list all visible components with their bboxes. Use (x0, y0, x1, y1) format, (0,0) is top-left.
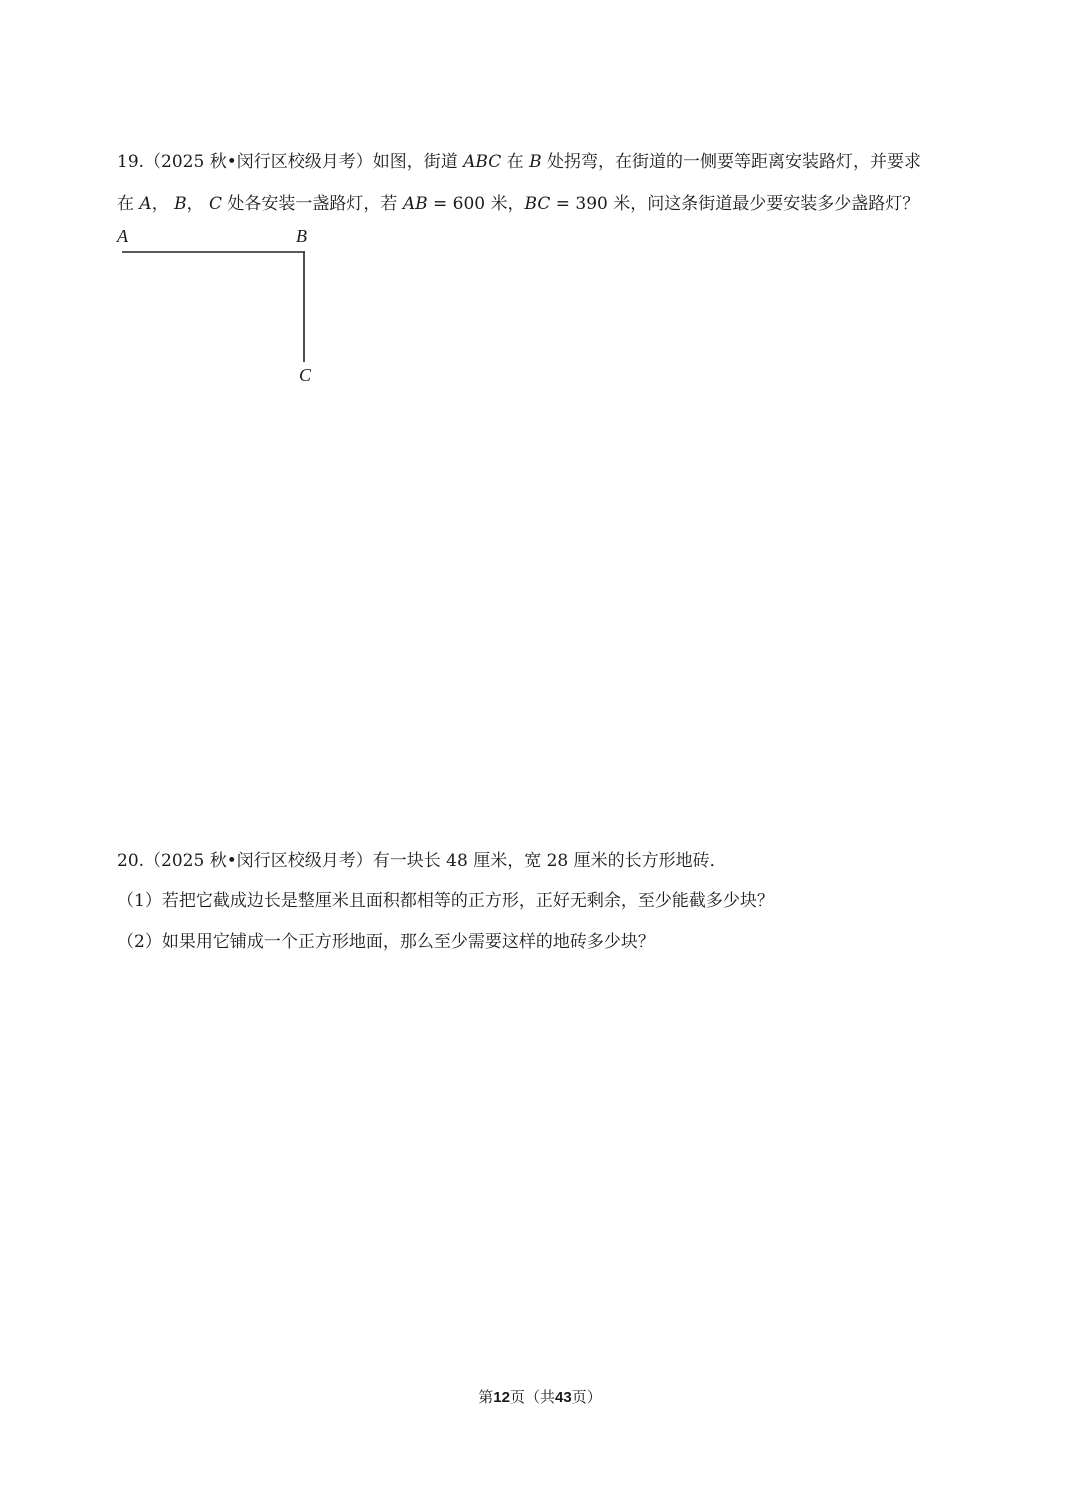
q19-number: 19 (117, 152, 139, 172)
segment-bc: BC (524, 194, 551, 214)
q19-line-2: 在 A， B， C 处各安装一盏路灯，若 AB = 600 米，BC = 390 米，问这条街道最少要安装多少盏路灯？ (117, 194, 920, 214)
q20-line-1: 20.（2025 秋•闵行区校级月考）有一块长 48 厘米，宽 28 厘米的长方形地砖． (117, 851, 727, 871)
page-total: 43 (555, 1389, 572, 1406)
q20-source: （2025 秋•闵行区校级月考） (144, 851, 373, 871)
ab-value: = 600 米， (427, 194, 525, 214)
diagram-label-b: B (296, 226, 307, 246)
page-footer: 第12页（共43页） (478, 1388, 602, 1406)
q20-part-1: （1）若把它截成边长是整厘米且面积都相等的正方形，正好无剩余，至少能截多少块？ (117, 891, 774, 911)
street-diagram-svg (110, 222, 330, 392)
segment-abc: ABC (463, 152, 502, 172)
q20-number: 20 (117, 851, 139, 871)
q20-part-2: （2）如果用它铺成一个正方形地面，那么至少需要这样的地砖多少块？ (117, 932, 655, 952)
segment-ab: AB (402, 194, 428, 214)
diagram-label-a: A (117, 226, 128, 246)
page-number: 12 (493, 1389, 510, 1406)
diagram-label-c: C (299, 365, 312, 385)
q19-source: （2025 秋•闵行区校级月考） (144, 152, 373, 172)
point-b: B (529, 152, 542, 172)
point-c: C (209, 194, 223, 214)
street-diagram (110, 222, 330, 392)
point-b-2: B (174, 194, 187, 214)
point-a: A (139, 194, 152, 214)
q20-stem: 有一块长 48 厘米，宽 28 厘米的长方形地砖． (372, 851, 727, 871)
bc-value: = 390 米，问这条街道最少要安装多少盏路灯？ (550, 194, 920, 214)
q19-line-1: 19.（2025 秋•闵行区校级月考）如图，街道 ABC 在 B 处拐弯，在街道的一侧要等距离安装路灯，并要求 (117, 152, 921, 172)
